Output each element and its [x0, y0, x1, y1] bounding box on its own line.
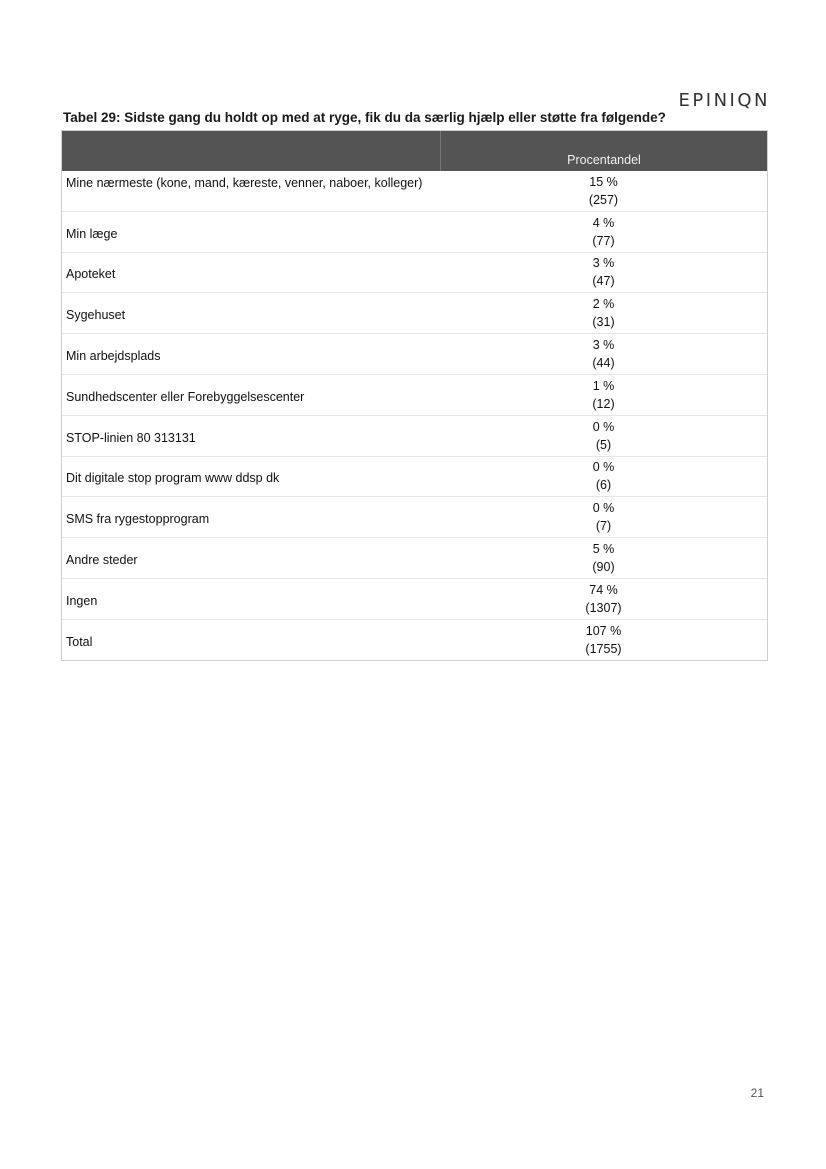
table-row [62, 578, 767, 619]
row-label: SMS fra rygestopprogram [66, 512, 210, 527]
row-percent: 0 % [592, 501, 615, 516]
row-value [440, 293, 767, 333]
row-label: Dit digitale stop program www ddsp dk [66, 471, 280, 486]
row-count: (47) [592, 274, 615, 289]
row-percent: 1 % [592, 378, 615, 393]
table-title: Tabel 29: Sidste gang du holdt op med at ryge, fik du da særlig hjælp eller støtte fra følgende? [63, 110, 666, 125]
table-row [62, 211, 767, 252]
row-percent: 5 % [592, 542, 615, 557]
row-label: Ingen [66, 593, 98, 608]
row-count: (44) [592, 356, 615, 371]
row-percent: 3 % [592, 338, 615, 353]
row-percent: 4 % [592, 215, 615, 230]
table-row [62, 252, 767, 293]
row-value [440, 579, 767, 619]
row-label: Total [66, 634, 93, 649]
row-value [440, 416, 767, 456]
table-header [62, 131, 767, 171]
table-row-total [62, 619, 767, 660]
row-value [440, 171, 767, 211]
row-label: Apoteket [66, 267, 116, 282]
table-body [62, 171, 767, 660]
row-value [440, 253, 767, 293]
epinion-logo: EPINIQN [678, 90, 770, 111]
row-count: (257) [588, 192, 619, 207]
row-count: (12) [592, 396, 615, 411]
row-percent: 0 % [592, 460, 615, 475]
row-percent: 2 % [592, 297, 615, 312]
table-row [62, 537, 767, 578]
row-percent: 74 % [589, 582, 618, 597]
row-value [440, 497, 767, 537]
row-count: (7) [595, 519, 612, 534]
table-row [62, 292, 767, 333]
row-count: (5) [595, 437, 612, 452]
row-label: Andre steder [66, 553, 138, 568]
row-label: Sygehuset [66, 308, 126, 323]
row-label: Sundhedscenter eller Forebyggelsescenter [66, 389, 305, 404]
row-label: Min læge [66, 226, 118, 241]
row-percent: 3 % [592, 256, 615, 271]
row-label: Min arbejdsplads [66, 349, 161, 364]
row-percent: 0 % [592, 419, 615, 434]
header-label-column [62, 131, 441, 171]
row-value [440, 457, 767, 497]
row-percent: 107 % [585, 623, 622, 638]
row-value [440, 620, 767, 660]
row-count: (1307) [585, 600, 622, 615]
table-row [62, 496, 767, 537]
row-count: (90) [592, 560, 615, 575]
row-count: (31) [592, 315, 615, 330]
header-percent-column: Procentandel [567, 153, 641, 167]
table-row [62, 171, 767, 211]
row-value [440, 334, 767, 374]
data-table [61, 130, 768, 661]
row-label: Mine nærmeste (kone, mand, kæreste, venner, naboer, kolleger) [66, 176, 423, 190]
table-row [62, 333, 767, 374]
row-value [440, 538, 767, 578]
table-row [62, 374, 767, 415]
page-number: 21 [750, 1086, 764, 1100]
row-count: (1755) [585, 641, 622, 656]
row-label: STOP-linien 80 313131 [66, 430, 196, 445]
row-value [440, 212, 767, 252]
row-value [440, 375, 767, 415]
row-percent: 15 % [589, 174, 618, 189]
table-row [62, 415, 767, 456]
row-count: (77) [592, 233, 615, 248]
row-count: (6) [595, 478, 612, 493]
table-row [62, 456, 767, 497]
